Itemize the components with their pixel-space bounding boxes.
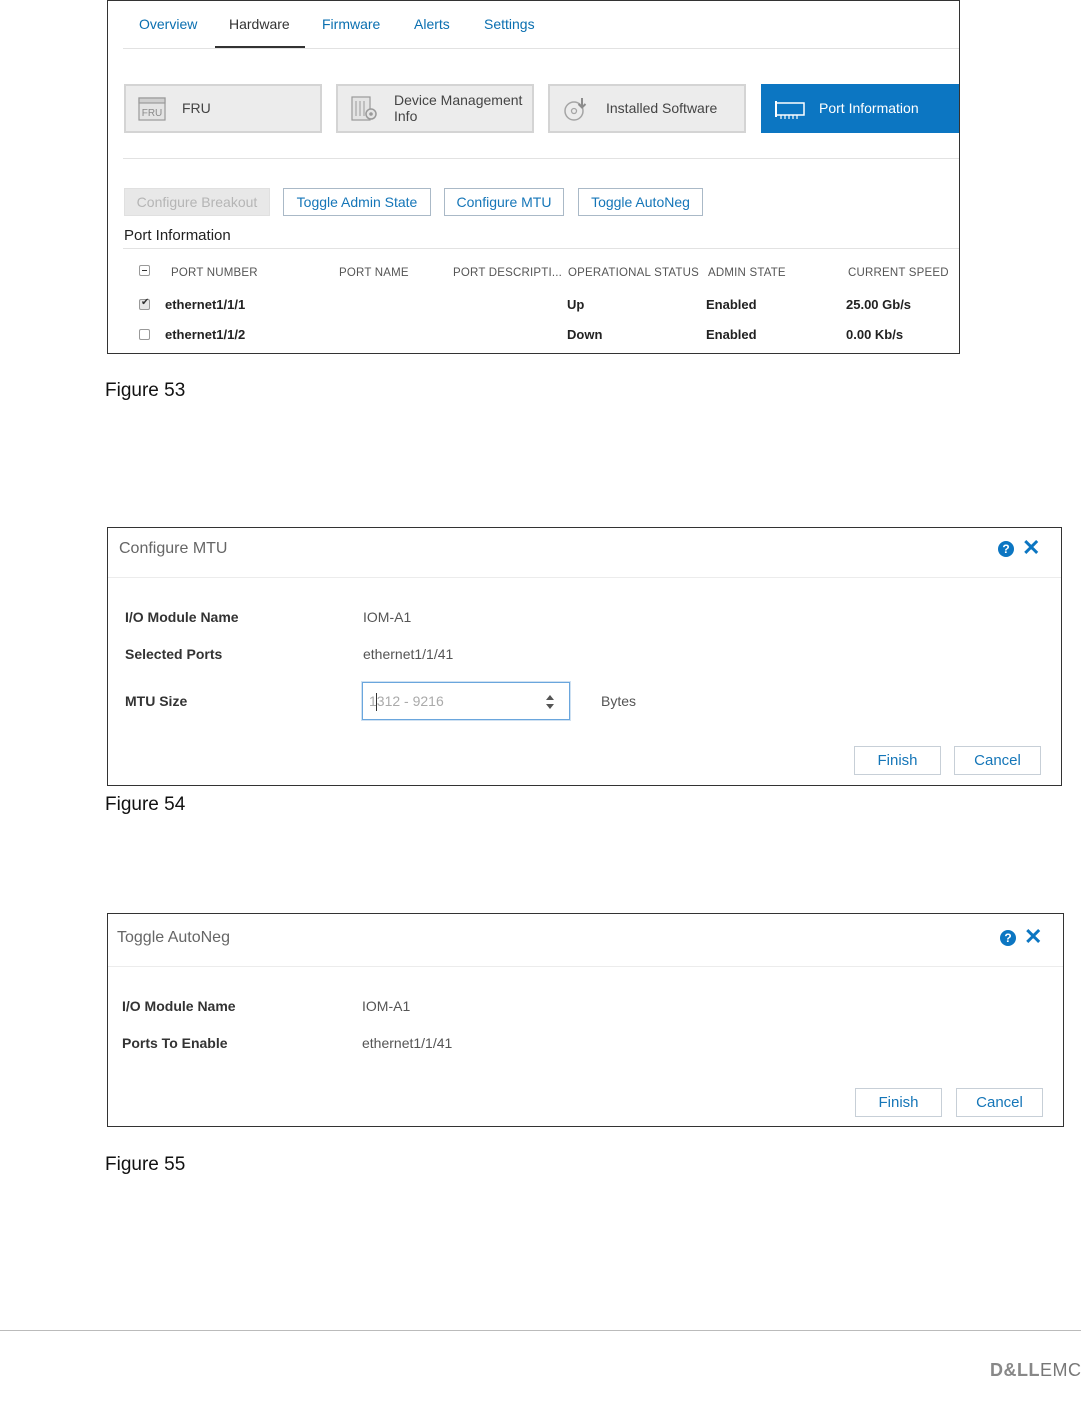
help-icon[interactable]: ?	[1000, 930, 1016, 946]
row-operational-status: Up	[567, 297, 585, 312]
fru-tile-label: FRU	[182, 100, 211, 116]
row-admin-state: Enabled	[706, 297, 757, 312]
help-icon[interactable]: ?	[998, 541, 1014, 557]
device-management-info-tile[interactable]	[336, 84, 534, 133]
checkmark-icon: ✔	[141, 297, 150, 308]
spinner-arrows-icon[interactable]	[545, 693, 555, 711]
network-card-icon	[775, 96, 805, 122]
row-current-speed: 0.00 Kb/s	[846, 327, 904, 342]
tiles-divider	[123, 158, 960, 159]
configure-mtu-dialog	[107, 527, 1062, 786]
logo-emc: EMC	[1040, 1360, 1081, 1380]
fru-icon	[138, 96, 166, 122]
mtu-unit-label: Bytes	[601, 693, 637, 709]
toggle-autoneg-dialog	[107, 913, 1064, 1127]
device-management-info-label: Device Management Info	[394, 92, 523, 124]
header-admin-state[interactable]: ADMIN STATE	[708, 267, 786, 279]
header-port-name[interactable]: PORT NAME	[339, 267, 409, 279]
tab-alerts[interactable]: Alerts	[414, 16, 450, 32]
configure-breakout-button: Configure Breakout	[124, 188, 270, 216]
finish-button[interactable]: Finish	[854, 746, 941, 775]
fru-icon-text: FRU	[141, 108, 163, 119]
text-caret	[376, 693, 377, 711]
mtu-size-stepper[interactable]	[362, 682, 570, 720]
cancel-button[interactable]: Cancel	[954, 746, 1041, 775]
port-information-tile[interactable]	[761, 84, 960, 133]
tab-settings[interactable]: Settings	[484, 16, 535, 32]
row-current-speed: 25.00 Gb/s	[846, 297, 912, 312]
tab-overview[interactable]: Overview	[139, 16, 198, 32]
dell-emc-logo	[990, 1360, 1081, 1381]
mtu-size-label: MTU Size	[125, 693, 188, 709]
fru-tile[interactable]	[124, 84, 322, 133]
section-divider	[123, 248, 960, 249]
figure-54-caption: Figure 54	[105, 794, 186, 815]
figure-53-caption: Figure 53	[105, 380, 186, 401]
close-icon[interactable]: ✕	[1024, 924, 1043, 949]
row-port-number: ethernet1/1/2	[165, 327, 246, 342]
header-port-number[interactable]: PORT NUMBER	[171, 267, 258, 279]
mtu-size-input[interactable]	[369, 691, 529, 711]
row-checkbox[interactable]	[139, 329, 150, 340]
toggle-autoneg-button[interactable]: Toggle AutoNeg	[578, 188, 703, 216]
header-port-description[interactable]: PORT DESCRIPTI...	[453, 267, 563, 279]
tab-firmware[interactable]: Firmware	[322, 16, 381, 32]
row-checkbox[interactable]	[139, 299, 150, 310]
dialog-title: Toggle AutoNeg	[117, 929, 230, 946]
module-name-value: IOM-A1	[362, 998, 411, 1014]
module-name-label: I/O Module Name	[122, 998, 236, 1014]
figure-55-caption: Figure 55	[105, 1154, 186, 1175]
section-title: Port Information	[124, 227, 231, 244]
configure-mtu-button[interactable]: Configure MTU	[444, 188, 564, 216]
cancel-button[interactable]: Cancel	[956, 1088, 1043, 1117]
selected-ports-value: ethernet1/1/41	[363, 646, 454, 662]
toggle-admin-state-button[interactable]: Toggle Admin State	[283, 188, 431, 216]
software-install-icon	[562, 96, 590, 122]
installed-software-label: Installed Software	[606, 100, 718, 116]
header-operational-status[interactable]: OPERATIONAL STATUS	[568, 267, 699, 279]
port-information-label: Port Information	[819, 100, 919, 116]
module-name-value: IOM-A1	[363, 609, 412, 625]
logo-dell: D&LL	[990, 1360, 1040, 1380]
hardware-port-panel	[107, 0, 960, 354]
tab-hardware[interactable]: Hardware	[229, 16, 290, 32]
active-tab-indicator	[215, 46, 305, 48]
footer-divider	[0, 1330, 1081, 1331]
row-operational-status: Down	[567, 327, 603, 342]
row-admin-state: Enabled	[706, 327, 757, 342]
ports-to-enable-value: ethernet1/1/41	[362, 1035, 453, 1051]
finish-button[interactable]: Finish	[855, 1088, 942, 1117]
header-current-speed[interactable]: CURRENT SPEED	[848, 267, 949, 279]
module-name-label: I/O Module Name	[125, 609, 239, 625]
close-icon[interactable]: ✕	[1022, 535, 1041, 560]
tab-bar	[123, 1, 960, 49]
server-gear-icon	[350, 96, 378, 122]
dialog-header-divider	[108, 966, 1063, 967]
selected-ports-label: Selected Ports	[125, 646, 223, 662]
row-port-number: ethernet1/1/1	[165, 297, 246, 312]
dialog-header-divider	[108, 577, 1061, 578]
select-all-checkbox[interactable]	[139, 265, 150, 276]
installed-software-tile[interactable]	[548, 84, 746, 133]
dialog-title: Configure MTU	[119, 540, 228, 557]
ports-to-enable-label: Ports To Enable	[122, 1035, 228, 1051]
